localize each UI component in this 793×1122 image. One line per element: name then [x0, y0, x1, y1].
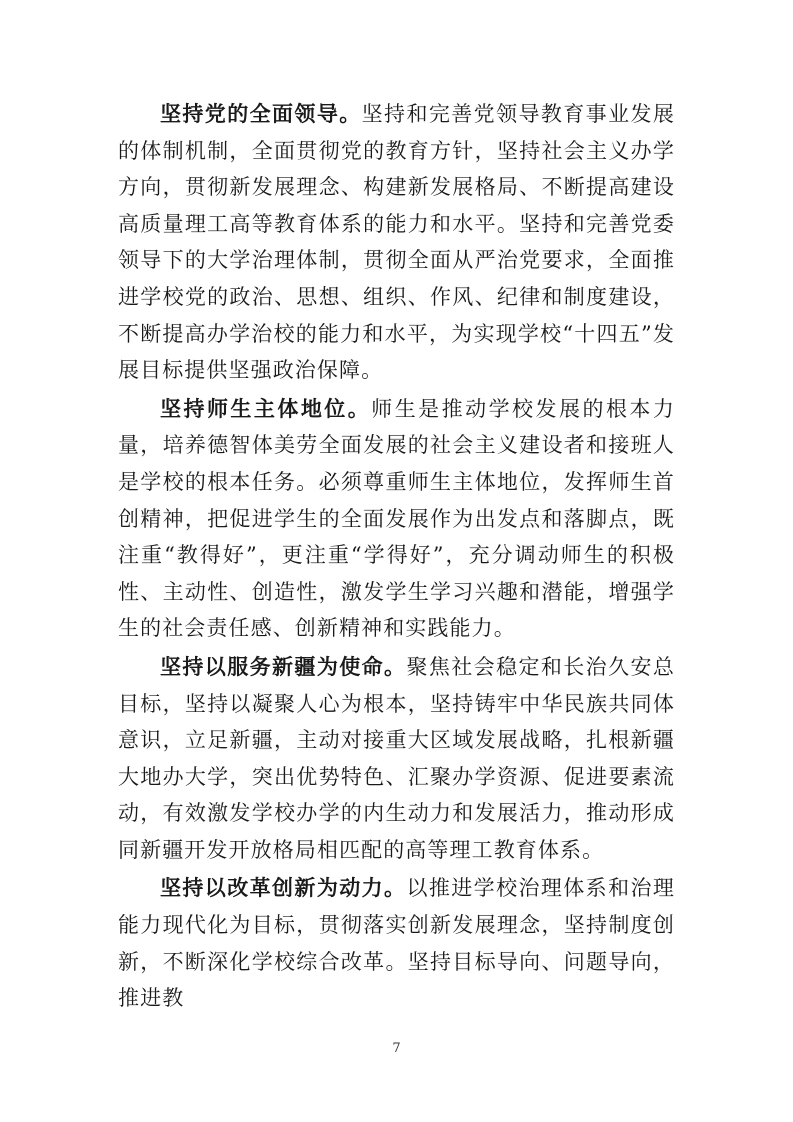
- paragraph-serve-xinjiang: [118, 649, 675, 869]
- paragraph-reform-innovation: [118, 870, 675, 1016]
- document-body: [118, 96, 675, 1019]
- paragraph-text: 坚持和完善党领导教育事业发展的体制机制，全面贯彻党的教育方针，坚持社会主义办学方向，贯彻新发展理念、构建新发展格局、不断提高建设高质量理工高等教育体系的能力和水平。坚持和完善党委领导下的大学治理体制，贯彻全面从严治党要求，全面推进学校党的政治、思想、组织、作风、纪律和制度建设，不断提高办学治校的能力和水平，为实现学校“十四五”发展目标提供坚强政治保障。: [118, 102, 675, 383]
- paragraph-lead: 坚持以改革创新为动力。: [160, 876, 407, 901]
- paragraph-lead: 坚持以服务新疆为使命。: [160, 654, 407, 679]
- paragraph-text: 师生是推动学校发展的根本力量，培养德智体美劳全面发展的社会主义建设者和接班人是学校的根本任务。必须尊重师生主体地位，发挥师生首创精神，把促进学生的全面发展作为出发点和落脚点，既注重“教得好”，更注重“学得好”，充分调动师生的积极性、主动性、创造性，激发学生学习兴趣和潜能，增强学生的社会责任感、创新精神和实践能力。: [118, 396, 675, 641]
- page-number: 7: [392, 1041, 401, 1056]
- paragraph-text: 以推进学校治理体系和治理能力现代化为目标，贯彻落实创新发展理念，坚持制度创新，不断深化学校综合改革。坚持目标导向、问题导向，推进教: [118, 876, 675, 1011]
- paragraph-teacher-student: [118, 391, 675, 647]
- paragraph-text: 聚焦社会稳定和长治久安总目标，坚持以凝聚人心为根本，坚持铸牢中华民族共同体意识，立足新疆，主动对接重大区域发展战略，扎根新疆大地办大学，突出优势特色、汇聚办学资源、促进要素流动，有效激发学校办学的内生动力和发展活力，推动形成同新疆开发开放格局相匹配的高等理工教育体系。: [118, 654, 675, 862]
- paragraph-party-leadership: [118, 96, 675, 389]
- paragraph-lead: 坚持师生主体地位。: [160, 396, 372, 421]
- paragraph-lead: 坚持党的全面领导。: [160, 102, 362, 126]
